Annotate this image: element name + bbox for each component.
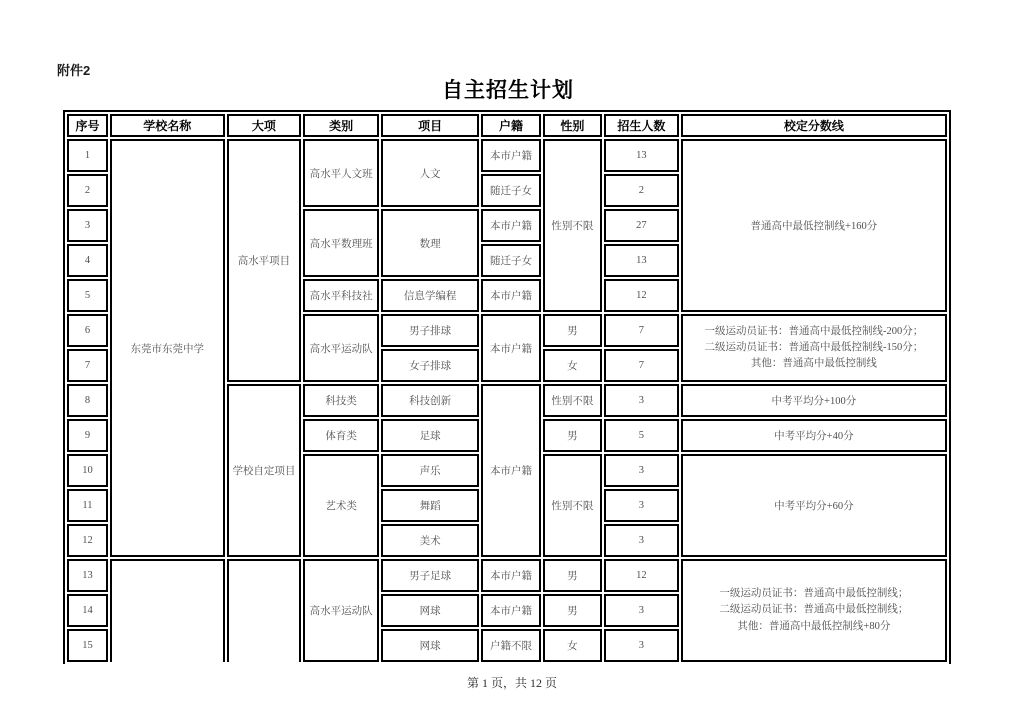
cell-enrollment-count: 2 [604, 174, 679, 207]
cell-hukou: 本市户籍 [481, 384, 540, 557]
cell-score-line: 普通高中最低控制线+160分 [681, 139, 947, 312]
cell-project: 男子排球 [381, 314, 479, 347]
cell-seq: 2 [67, 174, 108, 207]
plan-table [65, 112, 949, 664]
cell-seq: 15 [67, 629, 108, 662]
cell-enrollment-count: 7 [604, 349, 679, 382]
cell-score-line: 中考平均分+60分 [681, 454, 947, 557]
cell-project: 信息学编程 [381, 279, 479, 312]
table-row [67, 139, 947, 172]
cell-enrollment-count: 13 [604, 139, 679, 172]
cell-school-name: 东莞市东莞中学 [110, 139, 225, 557]
cell-enrollment-count: 3 [604, 629, 679, 662]
cell-seq: 10 [67, 454, 108, 487]
header-cell-category: 类别 [303, 114, 379, 137]
cell-project: 足球 [381, 419, 479, 452]
cell-major: 学校自定项目 [227, 384, 302, 557]
header-cell-seq: 序号 [67, 114, 108, 137]
cell-gender: 男 [543, 314, 602, 347]
cell-score-line [681, 559, 947, 662]
cell-gender: 女 [543, 349, 602, 382]
cell-seq: 9 [67, 419, 108, 452]
cell-project: 网球 [381, 594, 479, 627]
cell-enrollment-count: 3 [604, 384, 679, 417]
cell-enrollment-count: 12 [604, 279, 679, 312]
header-cell-major: 大项 [227, 114, 302, 137]
cell-hukou: 本市户籍 [481, 139, 540, 172]
cell-gender: 性别不限 [543, 139, 602, 312]
cell-gender: 性别不限 [543, 384, 602, 417]
cell-enrollment-count: 13 [604, 244, 679, 277]
attachment-label: 附件2 [57, 63, 91, 78]
cell-gender: 女 [543, 629, 602, 662]
cell-enrollment-count: 12 [604, 559, 679, 592]
header-cell-count: 招生人数 [604, 114, 679, 137]
cell-enrollment-count: 3 [604, 594, 679, 627]
cell-project: 科技创新 [381, 384, 479, 417]
cell-category: 高水平数理班 [303, 209, 379, 277]
cell-category: 科技类 [303, 384, 379, 417]
score-line-text: 其他：普通高中最低控制线+80分 [737, 620, 891, 632]
cell-gender: 男 [543, 559, 602, 592]
header-cell-school: 学校名称 [110, 114, 225, 137]
cell-project: 人文 [381, 139, 479, 207]
cell-seq: 5 [67, 279, 108, 312]
cell-hukou: 户籍不限 [481, 629, 540, 662]
cell-seq: 3 [67, 209, 108, 242]
cell-seq: 6 [67, 314, 108, 347]
cell-project: 舞蹈 [381, 489, 479, 522]
score-line-text: 二级运动员证书：普通高中最低控制线-150分； [704, 341, 924, 353]
cell-category: 高水平科技社 [303, 279, 379, 312]
plan-table-frame [63, 110, 951, 664]
cell-enrollment-count: 5 [604, 419, 679, 452]
cell-category: 体育类 [303, 419, 379, 452]
cell-category: 艺术类 [303, 454, 379, 557]
score-line-text: 二级运动员证书：普通高中最低控制线； [719, 604, 909, 616]
cell-hukou: 随迁子女 [481, 244, 540, 277]
table-row [67, 559, 947, 592]
cell-score-line: 中考平均分+40分 [681, 419, 947, 452]
cell-project: 声乐 [381, 454, 479, 487]
cell-category: 高水平运动队 [303, 314, 379, 382]
score-line-text: 一级运动员证书：普通高中最低控制线； [719, 588, 909, 600]
cell-project: 男子足球 [381, 559, 479, 592]
cell-enrollment-count: 3 [604, 524, 679, 557]
cell-project: 网球 [381, 629, 479, 662]
cell-seq: 11 [67, 489, 108, 522]
cell-hukou: 本市户籍 [481, 314, 540, 382]
cell-enrollment-count: 27 [604, 209, 679, 242]
cell-gender: 性别不限 [543, 454, 602, 557]
cell-project: 女子排球 [381, 349, 479, 382]
cell-school-name [110, 559, 225, 662]
cell-project: 数理 [381, 209, 479, 277]
cell-enrollment-count: 3 [604, 489, 679, 522]
cell-seq: 8 [67, 384, 108, 417]
cell-major [227, 559, 302, 662]
cell-category: 高水平人文班 [303, 139, 379, 207]
score-line-text: 一级运动员证书：普通高中最低控制线-200分； [704, 325, 924, 337]
header-cell-hukou: 户籍 [481, 114, 540, 137]
page-title: 自主招生计划 [442, 78, 574, 102]
cell-seq: 4 [67, 244, 108, 277]
header-cell-scoreline: 校定分数线 [681, 114, 947, 137]
header-cell-gender: 性别 [543, 114, 602, 137]
cell-gender: 男 [543, 594, 602, 627]
cell-seq: 12 [67, 524, 108, 557]
cell-seq: 14 [67, 594, 108, 627]
cell-seq: 7 [67, 349, 108, 382]
cell-score-line: 中考平均分+100分 [681, 384, 947, 417]
cell-hukou: 随迁子女 [481, 174, 540, 207]
cell-major: 高水平项目 [227, 139, 302, 382]
cell-gender: 男 [543, 419, 602, 452]
page-footer: 第 1 页，共 12 页 [466, 676, 557, 690]
table-header-row [67, 114, 947, 137]
cell-enrollment-count: 3 [604, 454, 679, 487]
cell-category: 高水平运动队 [303, 559, 379, 662]
cell-seq: 1 [67, 139, 108, 172]
cell-hukou: 本市户籍 [481, 559, 540, 592]
cell-hukou: 本市户籍 [481, 594, 540, 627]
cell-seq: 13 [67, 559, 108, 592]
cell-hukou: 本市户籍 [481, 209, 540, 242]
cell-score-line [681, 314, 947, 382]
score-line-text: 其他：普通高中最低控制线 [750, 358, 877, 370]
cell-project: 美术 [381, 524, 479, 557]
cell-enrollment-count: 7 [604, 314, 679, 347]
header-cell-project: 项目 [381, 114, 479, 137]
cell-hukou: 本市户籍 [481, 279, 540, 312]
